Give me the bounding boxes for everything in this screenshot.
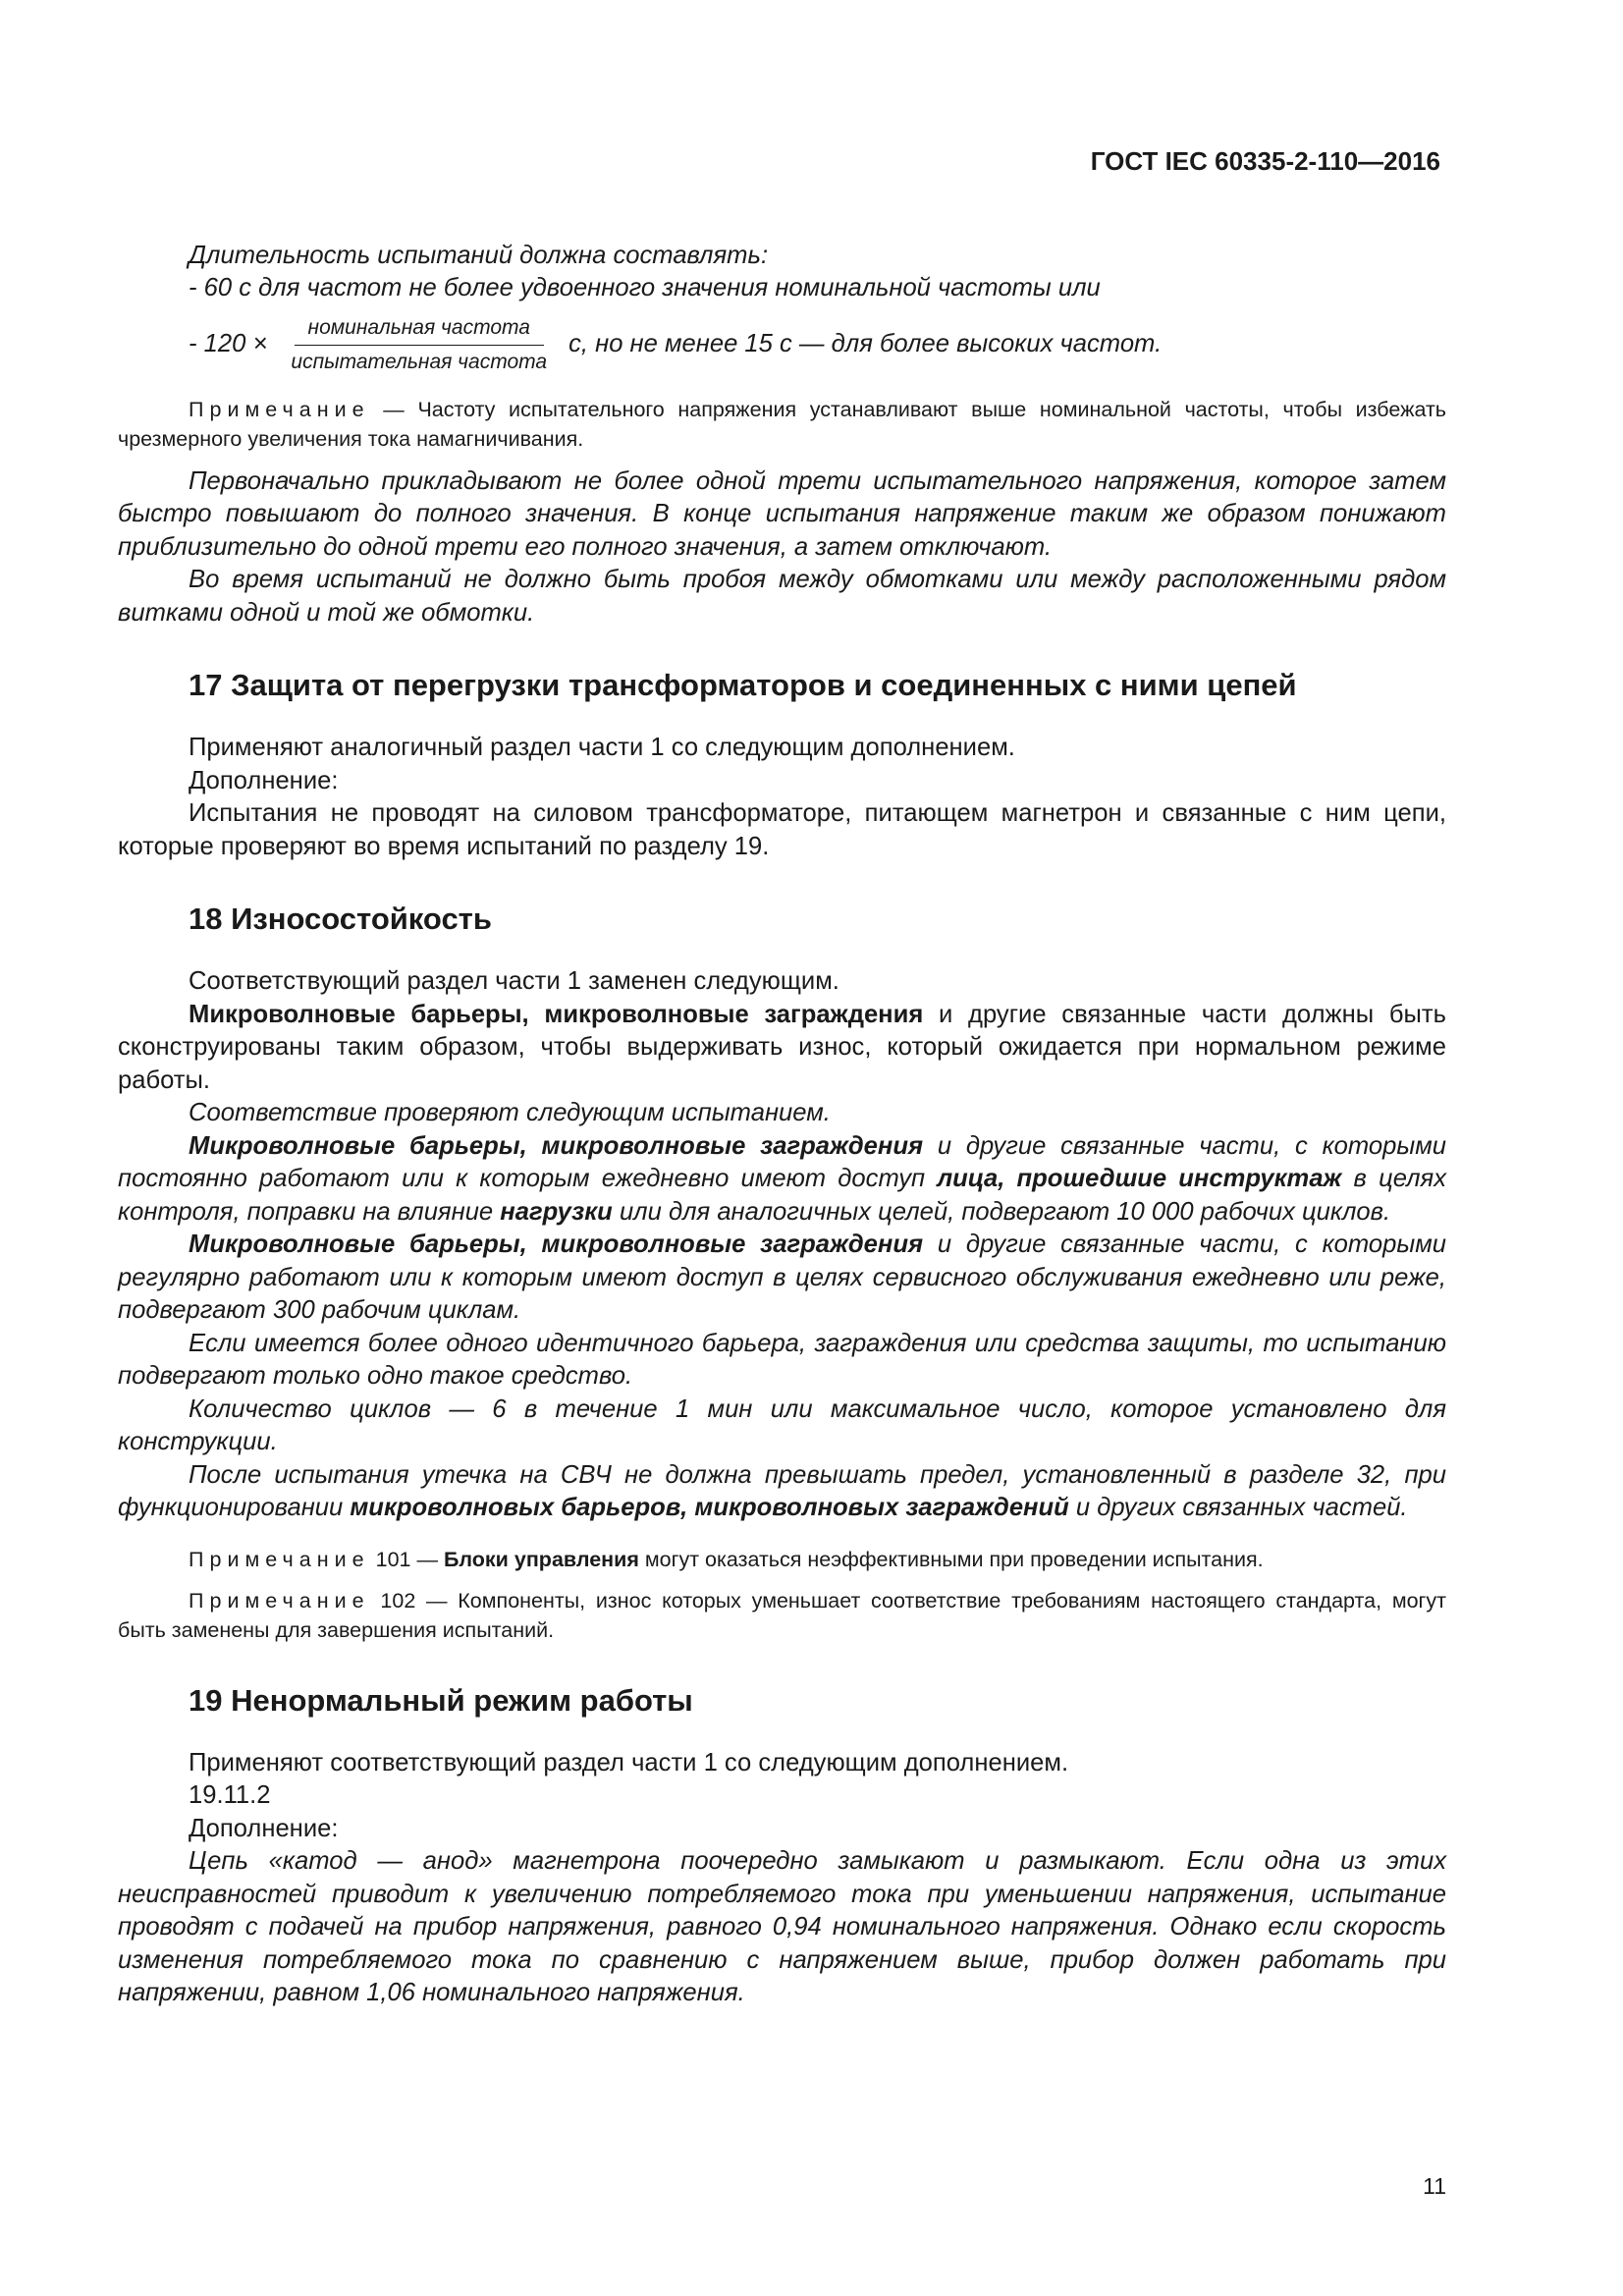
note-101 bbox=[118, 1545, 1446, 1574]
note-label: Примечание bbox=[189, 397, 370, 421]
term-microwave-barriers: Микроволновые барьеры, микроволновые заграждения bbox=[189, 1131, 924, 1160]
section-18-p8-text-1: После испытания утечка на СВЧ не должна превышать предел, установленный в разделе 32, при функционировании bbox=[118, 1460, 1446, 1521]
standard-header: ГОСТ IEC 60335-2-110—2016 bbox=[1090, 146, 1440, 176]
formula-denominator: испытательная частота bbox=[291, 350, 548, 373]
note-frequency bbox=[118, 395, 1446, 454]
note-101-number: 101 — bbox=[369, 1547, 444, 1571]
section-17-p2: Дополнение: bbox=[189, 766, 339, 794]
formula-fraction bbox=[277, 314, 561, 375]
term-load: нагрузки bbox=[500, 1197, 613, 1226]
section-18-p4-text-3: или для аналогичных целей, подвергают 10 000 рабочих циклов. bbox=[612, 1197, 1391, 1226]
section-19-p3: Дополнение: bbox=[189, 1814, 339, 1842]
term-instructed-persons: лица, прошедшие инструктаж bbox=[937, 1165, 1342, 1192]
section-18-p4-text-2: в целях контроля, поправки на влияние bbox=[118, 1165, 1446, 1226]
section-18-p5-text: и другие связанные части, с которыми регулярно работают или к которым имеют доступ в целях сервисного обслуживания ежедневно или реже, подвергают 300 рабочим циклам. bbox=[118, 1230, 1446, 1324]
term-microwave-barriers: Микроволновые барьеры, микроволновые заграждения bbox=[189, 1230, 924, 1258]
section-19-clause: 19.11.2 bbox=[189, 1781, 271, 1809]
note-label: Примечание bbox=[189, 1588, 370, 1613]
duration-formula bbox=[118, 314, 1446, 375]
section-18-p1: Соответствующий раздел части 1 заменен следующим. bbox=[189, 967, 839, 995]
term-microwave-barriers-plural: микроволновых барьеров, микроволновых заграждений bbox=[350, 1494, 1069, 1521]
section-18-p4-text-1: и другие связанные части, с которыми постоянно работают или к которым ежедневно имеют доступ bbox=[118, 1131, 1446, 1192]
section-18-p6: Если имеется более одного идентичного барьера, заграждения или средства защиты, то испытанию подвергают только одно такое средство. bbox=[118, 1329, 1446, 1390]
section-18-p8-text-2: и других связанных частей. bbox=[1068, 1494, 1408, 1521]
section-18-p4 bbox=[118, 1130, 1446, 1230]
formula-numerator: номинальная частота bbox=[295, 314, 544, 346]
section-18-p2-text: и другие связанные части должны быть сконструированы таким образом, чтобы выдерживать износ, который ожидается при нормальном режиме работы. bbox=[118, 1000, 1446, 1094]
formula-suffix: с, но не менее 15 с — для более высоких частот. bbox=[568, 329, 1163, 357]
note-101-text: могут оказаться неэффективными при проведении испытания. bbox=[638, 1547, 1264, 1571]
section-18-p3: Соответствие проверяют следующим испытанием. bbox=[189, 1099, 831, 1126]
section-17-title: 17 Защита от перегрузки трансформаторов и соединенных с ними цепей bbox=[189, 668, 1297, 702]
formula-prefix: - 120 × bbox=[189, 329, 268, 357]
section-17-p3: Испытания не проводят на силовом трансформаторе, питающем магнетрон и связанные с ним цепи, которые проверяют во время испытаний по разделу 19. bbox=[118, 799, 1446, 860]
term-microwave-barriers: Микроволновые барьеры, микроволновые заграждения bbox=[189, 1000, 924, 1028]
section-19-title: 19 Ненормальный режим работы bbox=[189, 1682, 693, 1718]
section-18-title: 18 Износостойкость bbox=[189, 902, 492, 936]
section-17-p1: Применяют аналогичный раздел части 1 со следующим дополнением. bbox=[189, 734, 1015, 761]
term-control-units: Блоки управления bbox=[443, 1547, 639, 1571]
section-18-p5 bbox=[118, 1229, 1446, 1328]
section-18-p2 bbox=[118, 999, 1446, 1098]
paragraph-voltage-2: Во время испытаний не должно быть пробоя между обмотками или между расположенными рядом витками одной и той же обмотки. bbox=[118, 566, 1446, 627]
section-19-p1: Применяют соответствующий раздел части 1 со следующим дополнением. bbox=[189, 1748, 1069, 1777]
page-number: 11 bbox=[1423, 2173, 1446, 2199]
section-18-p8 bbox=[118, 1459, 1446, 1525]
duration-intro: Длительность испытаний должна составлять: bbox=[189, 241, 769, 269]
note-102 bbox=[118, 1586, 1446, 1645]
section-18-p7: Количество циклов — 6 в течение 1 мин или максимальное число, которое установлено для конструкции. bbox=[118, 1394, 1446, 1455]
note-label: Примечание bbox=[189, 1547, 370, 1571]
paragraph-voltage-1: Первоначально прикладывают не более одной трети испытательного напряжения, которое затем быстро повышают до полного значения. В конце испытания напряжение таким же образом понижают приблизительно до одной трети его полного значения, а затем отключают. bbox=[118, 466, 1446, 561]
section-19-p4: Цепь «катод — анод» магнетрона поочередно замыкают и размыкают. Если одна из этих неисправностей приводит к увеличению потребляемого тока при уменьшении напряжения, испытание проводят с подачей на прибор напряжения, равного 0,94 номинального напряжения. Однако если скорость изменения потребляемого тока по сравнению с напряжением выше, прибор должен работать при напряжении, равном 1,06 номинального напряжения. bbox=[118, 1847, 1446, 2006]
note-102-text: 102 — Компоненты, износ которых уменьшает соответствие требованиям настоящего стандарта, могут быть заменены для завершения испытаний. bbox=[118, 1588, 1446, 1642]
note-text: — Частоту испытательного напряжения устанавливают выше номинальной частоты, чтобы избежать чрезмерного увеличения тока намагничивания. bbox=[118, 397, 1446, 451]
duration-item-1: - 60 с для частот не более удвоенного значения номинальной частоты или bbox=[189, 274, 1101, 301]
